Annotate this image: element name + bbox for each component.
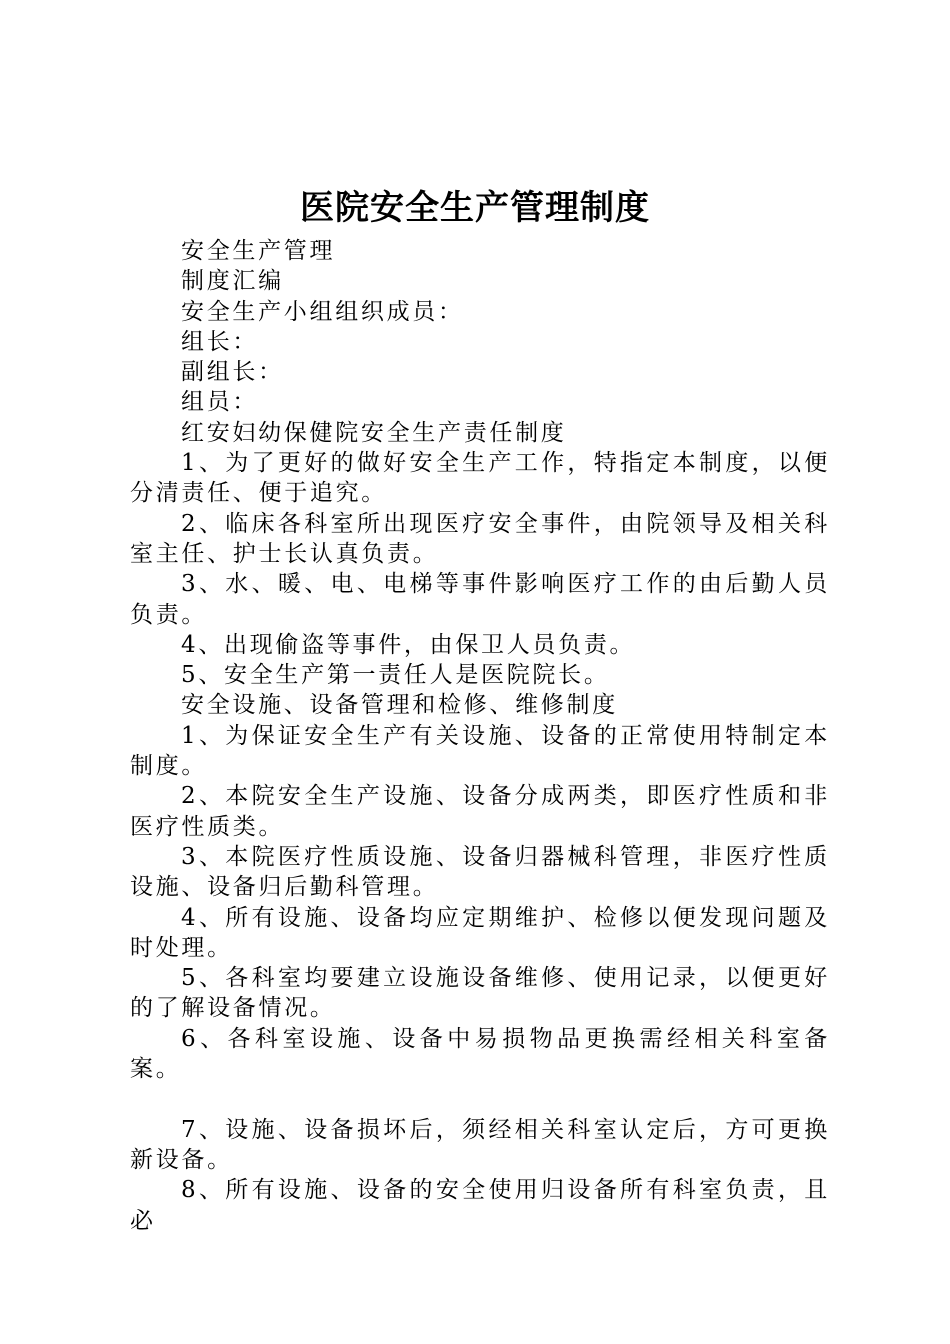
paragraph: 6、各科室设施、设备中易损物品更换需经相关科室备案。 (130, 1025, 830, 1083)
paragraph: 1、为保证安全生产有关设施、设备的正常使用特制定本制度。 (130, 722, 830, 780)
section-heading: 红安妇幼保健院安全生产责任制度 (181, 419, 567, 446)
paragraph: 8、所有设施、设备的安全使用归设备所有科室负责，且必 (130, 1177, 830, 1234)
blank-line (130, 1084, 830, 1114)
paragraph: 4、出现偷盗等事件，由保卫人员负责。 (181, 631, 636, 658)
paragraph: 副组长： (181, 359, 284, 386)
paragraph: 7、设施、设备损坏后，须经相关科室认定后，方可更换新设备。 (130, 1116, 830, 1173)
paragraph: 2、临床各科室所出现医疗安全事件，由院领导及相关科室主任、护士长认真负责。 (130, 510, 830, 567)
paragraph: 组长： (181, 328, 259, 355)
document-title: 医院安全生产管理制度 (300, 188, 650, 228)
document-body (130, 236, 830, 1236)
paragraph: 5、安全生产第一责任人是医院院长。 (181, 662, 610, 689)
paragraph: 3、本院医疗性质设施、设备归器械科管理，非医疗性质设施、设备归后勤科管理。 (130, 843, 830, 901)
paragraph: 5、各科室均要建立设施设备维修、使用记录，以便更好的了解设备情况。 (130, 965, 830, 1022)
paragraph: 制度汇编 (181, 268, 284, 295)
paragraph: 3、水、暖、电、电梯等事件影响医疗工作的由后勤人员负责。 (130, 571, 830, 628)
paragraph: 安全生产小组组织成员： (181, 298, 464, 325)
section-heading: 安全设施、设备管理和检修、维修制度 (181, 692, 618, 719)
paragraph: 组员： (181, 389, 259, 416)
paragraph: 4、所有设施、设备均应定期维护、检修以便发现问题及时处理。 (130, 904, 830, 961)
paragraph: 1、为了更好的做好安全生产工作，特指定本制度，以便分清责任、便于追究。 (130, 450, 830, 507)
paragraph: 安全生产管理 (181, 238, 336, 264)
paragraph: 2、本院安全生产设施、设备分成两类，即医疗性质和非医疗性质类。 (130, 783, 830, 840)
